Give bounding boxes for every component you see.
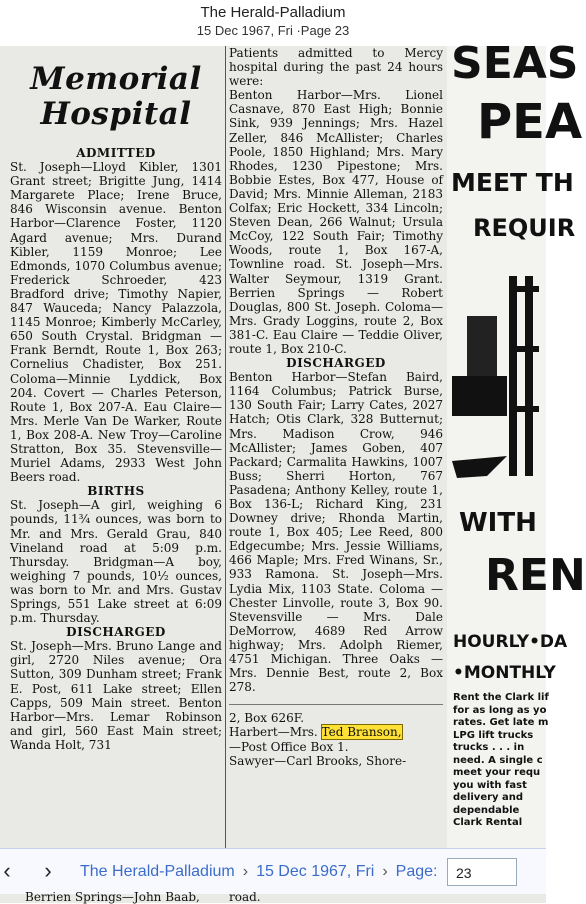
column-rule	[225, 46, 226, 903]
ad-headline-3: MEET TH	[451, 168, 574, 197]
ad-body-text: Rent the Clark lif for as long as yo rates. Get late m LPG lift trucks trucks . . . in need. A single c meet your requ you with fast delivery and dependable Clark Rental	[453, 692, 549, 828]
ad-headline-1: SEAS	[451, 38, 579, 89]
mercy-discharged-list: Benton Harbor—Stefan Baird, 1164 Columbus; Patrick Burse, 130 South Fair; Larry Cates, 2027 Hatch; Otis Clark, 328 Butternut; Mrs. Madison Crow, 946 McAllister; James Goben, 407 Packard; Carmalita Hawkins, 1007 Buss; Sherri Horton, 767 Pasadena; Anthony Kelley, route 1, Box 136-L; Richard King, 231 Downey drive; Rhonda Martin, route 1, Box 405; Lee Reed, 800 Edgecumbe; Mrs. Jessie Williams, 466 Maple; Mrs. Fred Winans, Sr., 933 Ramona. St. Joseph—Mrs. Lydia Mix, 1103 State. Coloma — Chester Linvolle, route 3, Box 90. Stevensville — Mrs. Dale DeMorrow, 4689 Red Arrow highway; Mrs. Adolph Riemer, 4751 Michigan. Three Oaks — Mrs. Dennie Best, route 2, Box 278.	[229, 370, 443, 695]
breadcrumb-page-label: Page:	[395, 863, 438, 880]
breadcrumb	[80, 863, 437, 881]
bottom-strip-right: road.	[229, 890, 261, 904]
memorial-hospital-column	[10, 62, 222, 752]
memorial-heading: Memorial	[30, 61, 202, 97]
births-heading: BIRTHS	[87, 484, 145, 499]
article-line-2	[229, 725, 443, 739]
mercy-discharged-heading: DISCHARGED	[286, 356, 386, 371]
page-number-input[interactable]: 23	[447, 858, 517, 886]
admitted-list: St. Joseph—Lloyd Kibler, 1301 Grant street; Brigitte Jung, 1414 Margarete Place; Irene Bruce, 846 Wisconsin avenue. Benton Harbor—Clarence Foster, 1120 Agard avenue; Mrs. Durand Kibler, 1159 Monroe; Lee Edmonds, 1070 Columbus avenue; Frederick Schroeder, 423 Bradford drive; Timothy Napier, 847 Wauceda; Nancy Palazzola, 1145 Monroe; Kimberly McCarley, 650 South Crystal. Bridgman — Frank Berndt, Route 1, Box 263; Cornelius Chadister, Box 251. Coloma—Minnie Lyddick, Box 204. Covert — Charles Peterson, Route 1, Box 207-A. Eau Claire—Mrs. Merle Van De Warker, Route 1, Box 208-A. New Troy—Caroline Stratton, Box 35. Stevensville—Muriel Adams, 2933 West John Beers road.	[10, 160, 222, 485]
discharged-heading: DISCHARGED	[66, 625, 166, 640]
ad-headline-4: REQUIR	[473, 214, 576, 242]
article-line-4: Sawyer—Carl Brooks, Shore-	[229, 753, 407, 768]
births-list: St. Joseph—A girl, weighing 6 pounds, 11¾ ounces, was born to Mr. and Mrs. Gerald Grau, 840 Vineland road at 5:09 p.m. Thursday. Bridgman—A boy, weighing 7 pounds, 10½ ounces, was born to Mr. and Mrs. Gustav Springs, 551 Lake street at 6:09 p.m. Thursday.	[10, 498, 222, 626]
admitted-heading: ADMITTED	[76, 146, 156, 160]
next-row-text	[0, 890, 546, 904]
hospital-heading: Hospital	[40, 96, 192, 132]
clark-rental-advertisement	[447, 38, 586, 903]
ad-headline-5: WITH	[459, 508, 537, 538]
article-line-3: —Post Office Box 1.	[229, 739, 349, 754]
discharged-list: St. Joseph—Mrs. Bruno Lange and girl, 2720 Niles avenue; Ora Sutton, 309 Dunham street; Frank E. Post, 611 Lake street; Ellen Capps, 509 Main street. Benton Harbor—Mrs. Lemar Robinson and girl, 560 East Main street; Wanda Holt, 731	[10, 639, 222, 752]
newspaper-title: The Herald-Palladium	[200, 4, 346, 21]
ad-headline-8: •MONTHLY	[453, 663, 556, 683]
ad-headline-6: REN	[485, 550, 586, 601]
viewer-navigation-bar	[0, 848, 546, 896]
breadcrumb-publication-link[interactable]: The Herald-Palladium	[80, 863, 235, 880]
breadcrumb-separator-icon: ›	[382, 863, 388, 880]
breadcrumb-date-link[interactable]: 15 Dec 1967, Fri	[256, 863, 375, 880]
mercy-intro: Patients admitted to Mercy hospital during the past 24 hours were:	[229, 46, 443, 89]
ad-headline-2: PEA	[477, 94, 583, 150]
previous-page-button[interactable]: ‹	[3, 858, 11, 883]
search-highlight: Ted Branson,	[321, 725, 402, 740]
article-line-1: 2, Box 626F.	[229, 711, 305, 726]
forklift-illustration	[447, 256, 546, 486]
article-line-2-text: Harbert—Mrs.	[229, 725, 318, 740]
article-divider	[229, 694, 443, 705]
breadcrumb-separator-icon: ›	[242, 863, 249, 880]
mercy-hospital-column	[229, 46, 443, 768]
next-page-button[interactable]: ›	[44, 858, 52, 883]
mercy-admitted-list: Benton Harbor—Mrs. Lionel Casnave, 870 East High; Bonnie Sink, 939 Jennings; Mrs. Hazel Zeller, 846 McAllister; Charles Poole, 1850 Highland; Mrs. Mary Rhodes, 1230 Pipestone; Mrs. Bobbie Estes, Box 477, House of David; Mrs. Minnie Alleman, 2183 Colfax; Eric Hockett, 334 Lincoln; Steven Dean, 266 Walnut; Ursula McCoy, 122 South Fair; Timothy Woods, route 1, Box 167-A, Townline road. St. Joseph—Mrs. Walter Seymour, 1319 Grant. Berrien Springs — Robert Douglas, 800 St. Joseph. Coloma—Mrs. Grady Loggins, route 2, Box 381-C. Eau Claire — Teddie Oliver, route 1, Box 210-C.	[229, 88, 443, 356]
bottom-strip-left: Berrien Springs—John Baab,	[25, 890, 200, 904]
issue-date-page: 15 Dec 1967, Fri ·Page 23	[196, 23, 350, 38]
newspaper-scan	[0, 38, 586, 903]
ad-headline-7: HOURLY•DA	[453, 632, 568, 652]
